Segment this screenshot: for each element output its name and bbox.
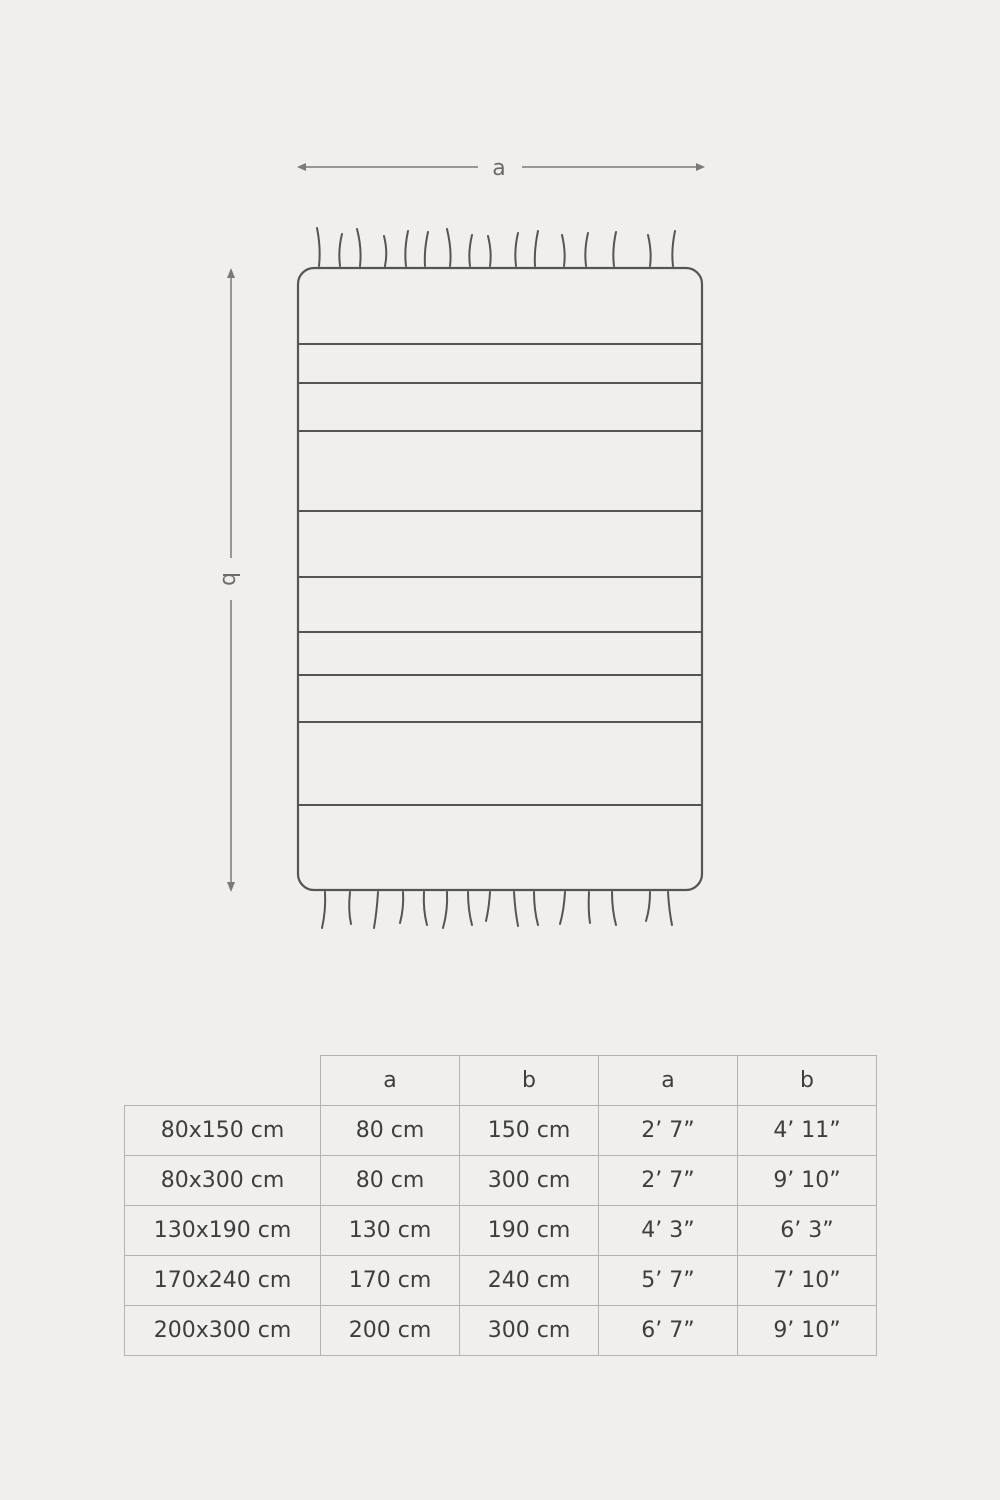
table-header-cell [125, 1056, 321, 1106]
table-row [125, 1306, 877, 1356]
table-cell: 150 cm [460, 1106, 599, 1156]
towel-outline [298, 268, 702, 890]
top-fringe [317, 228, 675, 266]
arrowhead-left-icon [297, 163, 306, 171]
table-header-row [125, 1056, 877, 1106]
table-cell: 170 cm [321, 1256, 460, 1306]
table-cell: 130 cm [321, 1206, 460, 1256]
bottom-fringe [322, 892, 672, 928]
table-header-cell: a [599, 1056, 738, 1106]
table-row [125, 1256, 877, 1306]
table-row [125, 1106, 877, 1156]
table-cell-size: 170x240 cm [125, 1256, 321, 1306]
table-cell: 80 cm [321, 1156, 460, 1206]
table-row [125, 1156, 877, 1206]
arrowhead-right-icon [696, 163, 705, 171]
table-cell: 300 cm [460, 1156, 599, 1206]
table-header-cell: b [738, 1056, 877, 1106]
table-cell: 9’ 10” [738, 1156, 877, 1206]
width-label: a [492, 156, 506, 181]
table-cell-size: 80x300 cm [125, 1156, 321, 1206]
table-cell: 4’ 3” [599, 1206, 738, 1256]
table-cell: 200 cm [321, 1306, 460, 1356]
table-cell: 190 cm [460, 1206, 599, 1256]
table-cell: 6’ 3” [738, 1206, 877, 1256]
table-cell-size: 80x150 cm [125, 1106, 321, 1156]
towel-stripes [298, 344, 702, 805]
table-row [125, 1206, 877, 1256]
table-cell: 2’ 7” [599, 1106, 738, 1156]
arrowhead-down-icon [227, 882, 235, 892]
arrowhead-up-icon [227, 268, 235, 278]
table-cell: 4’ 11” [738, 1106, 877, 1156]
table-cell-size: 200x300 cm [125, 1306, 321, 1356]
size-table [124, 1055, 877, 1356]
table-cell: 300 cm [460, 1306, 599, 1356]
table-cell: 5’ 7” [599, 1256, 738, 1306]
table-cell: 7’ 10” [738, 1256, 877, 1306]
table-cell: 6’ 7” [599, 1306, 738, 1356]
table-cell: 80 cm [321, 1106, 460, 1156]
height-label: b [217, 572, 242, 586]
table-cell: 240 cm [460, 1256, 599, 1306]
table-cell: 2’ 7” [599, 1156, 738, 1206]
table-header-cell: b [460, 1056, 599, 1106]
table-cell: 9’ 10” [738, 1306, 877, 1356]
table-cell-size: 130x190 cm [125, 1206, 321, 1256]
table-header-cell: a [321, 1056, 460, 1106]
